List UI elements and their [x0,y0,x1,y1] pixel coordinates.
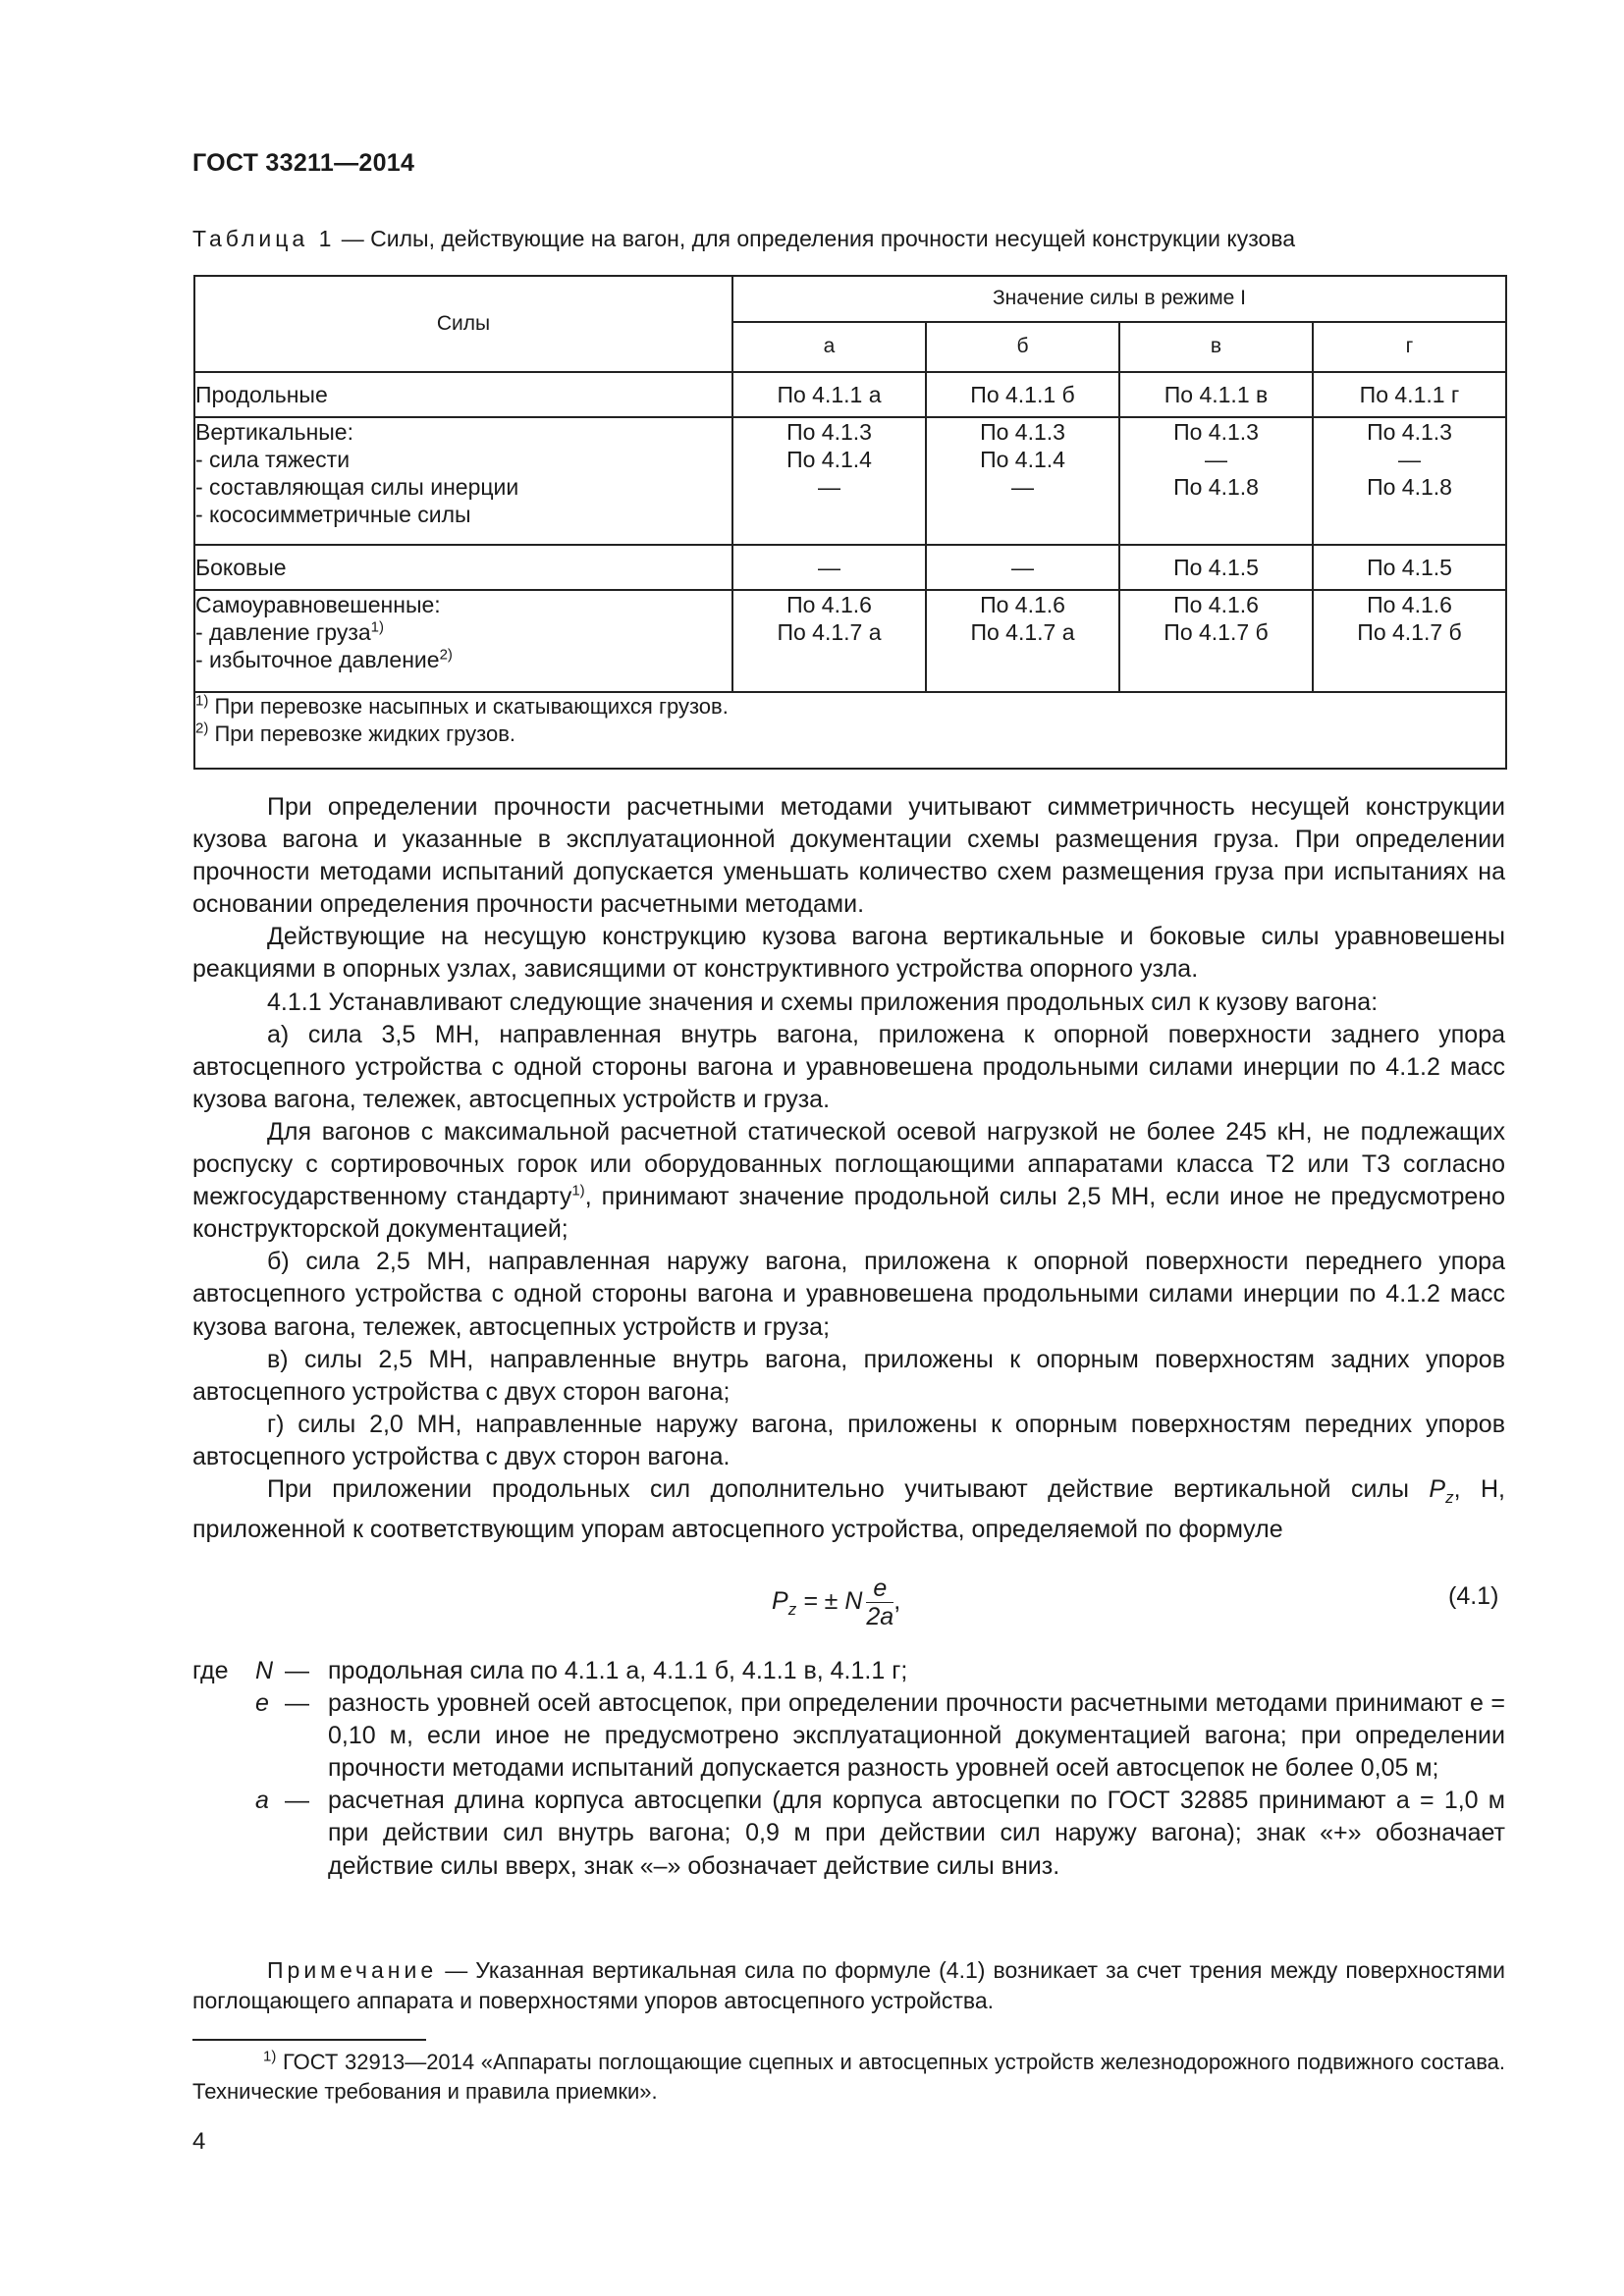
paragraph: в) силы 2,5 МН, направленные внутрь вагона, приложены к опорным поверхностям задних упоров автосцепного устройства с двух сторон вагона; [192,1345,1505,1406]
fraction-numerator: e [866,1575,893,1603]
footnote-mark: 2) [195,720,209,737]
formula-block [0,1555,1624,1643]
note-paragraph [192,1955,1505,2016]
cell-line: По 4.1.3 [980,419,1065,445]
table-caption [192,226,1295,252]
formula-tail: , [893,1587,901,1616]
table-note [195,693,1505,721]
formula-rhs: = ± N [796,1587,863,1616]
footnote-mark: 1) [571,1182,585,1200]
where-text: продольная сила по 4.1.1 а, 4.1.1 б, 4.1.1 в, 4.1.1 г; [328,1657,908,1684]
paragraph-text: Для вагонов с максимальной расчетной статической осевой нагрузкой не более 245 кН, не подлежащих роспуску с сортировочных горок или оборудованных поглощающими аппаратами класса Т2 или Т3 согласно межгосударственному стандарту [192,1117,1505,1211]
table-cell: По 4.1.1 г [1313,372,1506,417]
formula-expression [772,1575,900,1630]
header-value: Значение силы в режиме I [732,276,1506,322]
header-mode-a: а [732,322,926,372]
footnote [192,2048,1505,2107]
variable-subscript: z [1445,1487,1454,1507]
footnote-text: ГОСТ 32913—2014 «Аппараты поглощающие сцепных и автосцепных устройств железнодорожного подвижного состава. Технические требования и правила приемки». [192,2050,1505,2104]
footnote-divider [192,2039,426,2041]
paragraph: 4.1.1 Устанавливают следующие значения и схемы приложения продольных сил к кузову вагона: [267,988,1379,1016]
row-label-lateral: Боковые [194,545,732,590]
table-cell [732,590,926,692]
formula-lhs: P [772,1587,788,1616]
row-sub-item-text: - избыточное давление [195,647,440,672]
cell-line: По 4.1.7 а [970,619,1075,645]
where-dash: — [285,1657,309,1684]
variable: P [1429,1474,1446,1503]
table-row [194,590,1506,692]
cell-line: По 4.1.4 [786,447,872,472]
row-sub-item [195,646,731,673]
paragraph-text: , Н, приложенной к соответствующим упорам автосцепного устройства, определяемой по формуле [192,1474,1505,1544]
header-mode-v: в [1119,322,1313,372]
table-cell: — [926,545,1119,590]
document-code: ГОСТ 33211—2014 [192,149,415,177]
table-cell: По 4.1.5 [1119,545,1313,590]
formula-number: (4.1) [1448,1582,1499,1610]
table-caption-label: Таблица 1 [192,226,336,251]
formula-fraction [866,1575,893,1630]
paragraph: При определении прочности расчетными методами учитывают симметричность несущей конструкции кузова вагона и указанные в эксплуатационной документации схемы размещения груза. При определении прочности методами испытаний допускается уменьшать количество схем размещения груза при испытаниях на основании определения прочности расчетными методами. [192,793,1505,919]
table-notes [194,692,1506,769]
cell-line: — [1011,474,1034,500]
where-dash: — [285,1689,309,1718]
cell-line: По 4.1.3 [1367,419,1452,445]
note-label: Примечание [267,1957,438,1983]
header-forces: Силы [194,276,732,372]
where-symbol: N [255,1657,274,1684]
forces-table [193,275,1507,770]
row-label-self-balanced [194,590,732,692]
footnote-mark: 1) [195,692,209,710]
cell-line: По 4.1.4 [980,447,1065,472]
header-mode-g: г [1313,322,1506,372]
where-item [192,1655,1505,1687]
cell-line: По 4.1.6 [980,592,1065,617]
footnote-paragraph [192,2048,1505,2107]
where-prefix: где [192,1657,229,1684]
table-note [195,721,1505,748]
where-symbol: a [255,1787,269,1815]
row-sub-item [195,618,731,646]
cell-line: По 4.1.7 б [1164,619,1269,645]
body-text [192,791,1505,1546]
row-label-vertical [194,417,732,545]
cell-line: — [1205,447,1227,472]
table-note-text: При перевозке жидких грузов. [208,721,516,746]
table-cell [1119,417,1313,545]
table-cell: По 4.1.1 а [732,372,926,417]
note [192,1955,1505,2016]
table-row [194,372,1506,417]
cell-line: По 4.1.3 [786,419,872,445]
fraction-denominator: 2a [866,1603,894,1630]
cell-line: По 4.1.3 [1173,419,1259,445]
row-label-text: Вертикальные: [195,419,353,445]
table-row [194,545,1506,590]
where-item [192,1785,1505,1882]
footnote-mark: 1) [263,2048,277,2065]
paragraph [192,1116,1505,1246]
row-label-longitudinal: Продольные [194,372,732,417]
footnote-mark: 2) [439,646,453,664]
table-caption-text: — Силы, действующие на вагон, для определения прочности несущей конструкции кузова [335,226,1296,251]
table-cell [926,417,1119,545]
header-mode-b: б [926,322,1119,372]
formula-subscript: z [787,1600,797,1620]
table-cell [732,417,926,545]
note-text: — Указанная вертикальная сила по формуле (4.1) возникает за счет трения между поверхностями поглощающего аппарата и поверхностями упоров автосцепного устройства. [192,1957,1505,2013]
table-cell: — [732,545,926,590]
row-sub-item-text: - давление груза [195,619,371,645]
paragraph: Действующие на несущую конструкцию кузова вагона вертикальные и боковые силы уравновешены реакциями в опорных узлах, зависящими от конструктивного устройства опорного узла. [192,923,1505,984]
cell-line: По 4.1.8 [1367,474,1452,500]
cell-line: По 4.1.8 [1173,474,1259,500]
table-note-text: При перевозке насыпных и скатывающихся грузов. [208,694,729,719]
paragraph-text: , принимают значение продольной силы 2,5 МН, если иное не предусмотрено конструкторской документацией; [192,1183,1505,1244]
cell-line: — [818,474,840,500]
paragraph: а) сила 3,5 МН, направленная внутрь вагона, приложена к опорной поверхности заднего упора автосцепного устройства с одной стороны вагона и уравновешена продольными силами инерции по 4.1.2 масс кузова вагона, тележек, автосцепных устройств и груза. [192,1020,1505,1113]
cell-line: По 4.1.7 а [777,619,882,645]
row-sub-item: - составляющая силы инерции [195,474,519,500]
where-dash: — [285,1787,309,1815]
paragraph: б) сила 2,5 МН, направленная наружу вагона, приложена к опорной поверхности переднего упора автосцепного устройства с одной стороны вагона и уравновешена продольными силами инерции по 4.1.2 масс кузова вагона, тележек, автосцепных устройств и груза; [192,1248,1505,1341]
where-text: расчетная длина корпуса автосцепки (для корпуса автосцепки по ГОСТ 32885 принимают a = 1,0 м при действии сил внутрь вагона; 0,9 м при действии сил наружу вагона); знак «+» обозначает действие силы вверх, знак «–» обозначает действие силы вниз. [328,1787,1505,1880]
cell-line: По 4.1.7 б [1357,619,1462,645]
row-sub-item: - сила тяжести [195,447,351,472]
where-symbol: e [255,1689,269,1718]
cell-line: По 4.1.6 [786,592,872,617]
paragraph-text: При приложении продольных сил дополнительно учитывают действие вертикальной силы [267,1474,1430,1503]
row-sub-item: - кососимметричные силы [195,502,471,527]
cell-line: По 4.1.6 [1367,592,1452,617]
table-cell: По 4.1.5 [1313,545,1506,590]
table-notes-row [194,692,1506,769]
table-cell [1119,590,1313,692]
paragraph [192,1473,1505,1546]
paragraph: г) силы 2,0 МН, направленные наружу вагона, приложены к опорным поверхностям передних упоров автосцепного устройства с двух сторон вагона. [192,1410,1505,1470]
page-number: 4 [192,2128,206,2155]
where-text: разность уровней осей автосцепок, при определении прочности расчетными методами принимают e = 0,10 м, если иное не предусмотрено эксплуатационной документацией вагона; при определении прочности методами испытаний допускается разность уровней осей автосцепок не более 0,05 м; [328,1689,1505,1783]
row-label-text: Самоуравновешенные: [195,592,441,617]
where-list [192,1655,1505,1883]
cell-line: — [1398,447,1421,472]
table-cell: По 4.1.1 в [1119,372,1313,417]
table-cell [1313,417,1506,545]
table-cell: По 4.1.1 б [926,372,1119,417]
table-cell [1313,590,1506,692]
where-item [192,1687,1505,1785]
table-cell [926,590,1119,692]
cell-line: По 4.1.6 [1173,592,1259,617]
table-row [194,417,1506,545]
footnote-mark: 1) [370,618,384,636]
